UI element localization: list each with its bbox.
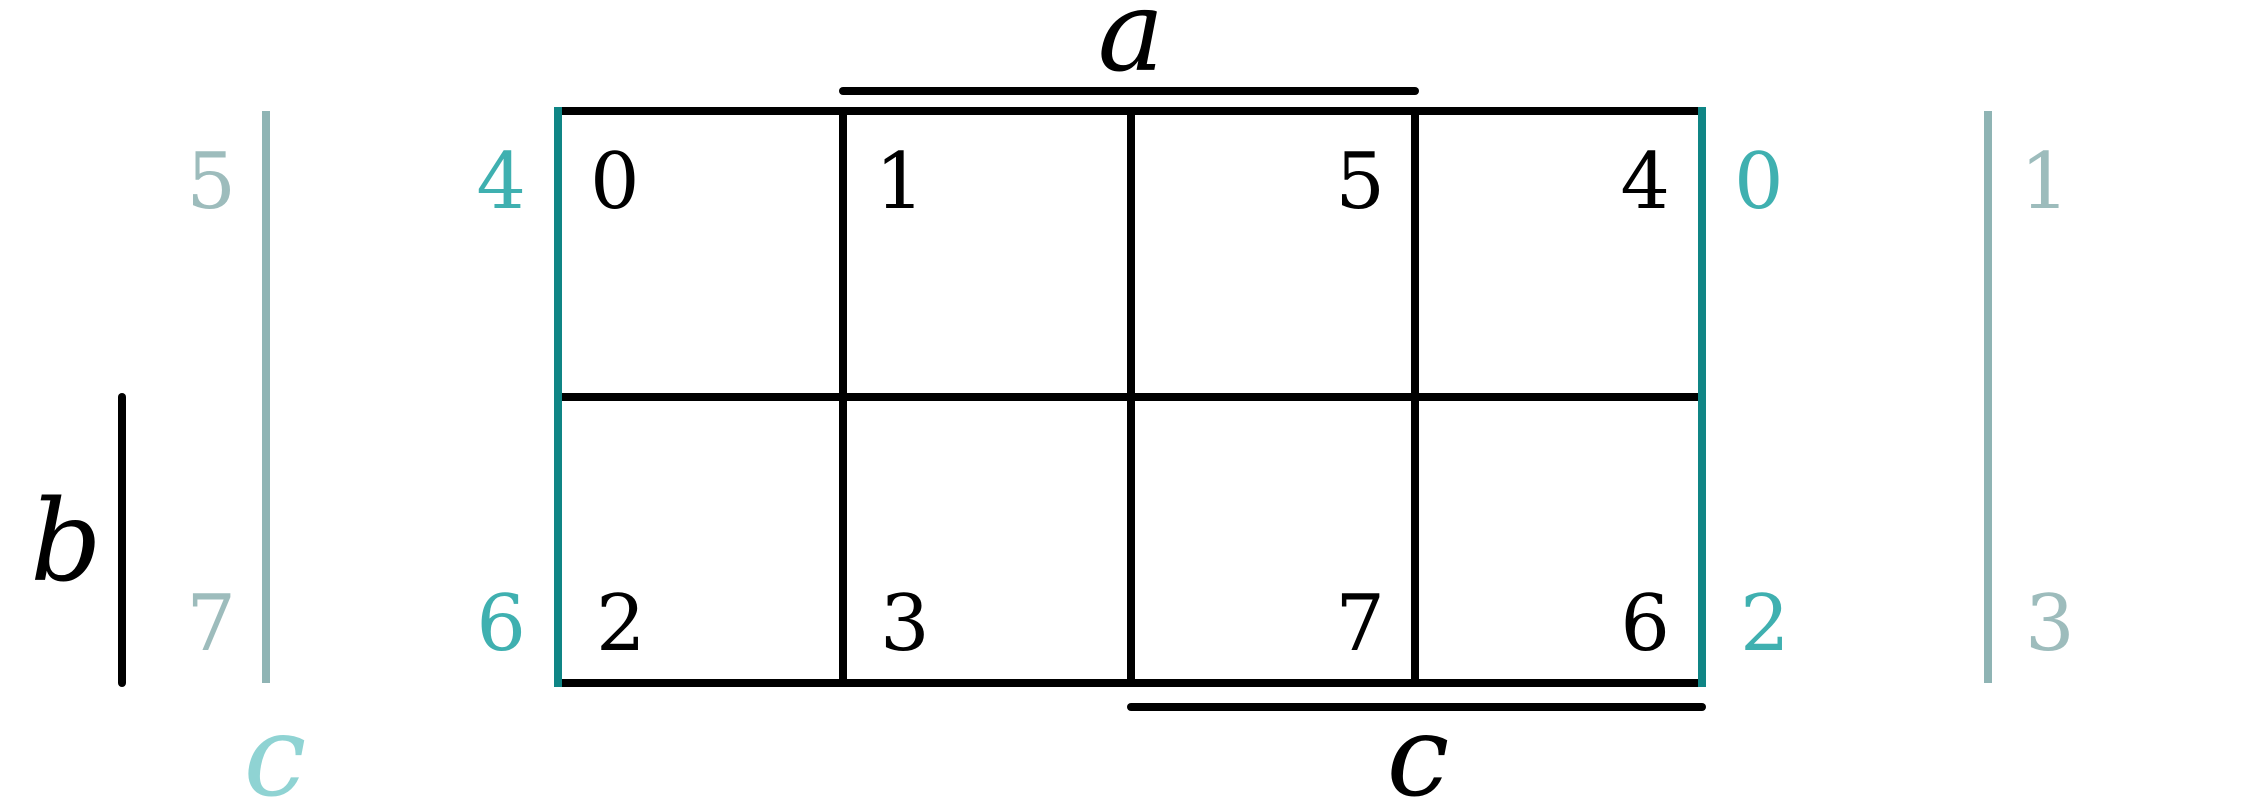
cell-number: 4	[1620, 137, 1670, 227]
left-ghost-cell-number: 6	[476, 579, 526, 669]
cell-number: 6	[1620, 579, 1670, 669]
right-ghost-cell-number: 1	[2020, 137, 2070, 227]
variable-c-label: c	[1386, 692, 1450, 800]
main-grid	[558, 111, 1702, 683]
cell-number: 1	[875, 137, 925, 227]
variable-b-label: b	[30, 477, 102, 607]
right-ghost-cell-number: 3	[2025, 579, 2075, 669]
right-ghost-cell-number: 0	[1734, 137, 1784, 227]
cell-number: 7	[1335, 579, 1385, 669]
cell-number: 2	[596, 579, 646, 669]
variable-a-label: a	[1097, 0, 1165, 97]
cell-number: 0	[590, 137, 640, 227]
cell-number: 3	[880, 579, 930, 669]
left-ghost-cell-number: 7	[186, 579, 236, 669]
left-ghost-cell-number: 5	[186, 137, 236, 227]
left-ghost-cell-number: 4	[476, 137, 526, 227]
variable-c-ghost-label: c	[243, 692, 307, 800]
cell-number: 5	[1335, 137, 1385, 227]
right-ghost-cell-number: 2	[1740, 579, 1790, 669]
